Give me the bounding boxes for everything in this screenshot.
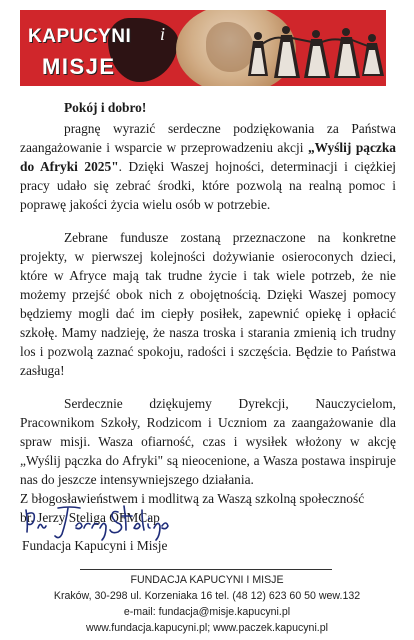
closing-line-1: Z błogosławieństwem i modlitwą za Waszą szkolną społeczność: [20, 491, 365, 506]
campaign-name: „Wyślij pączka do Afryki 2025": [20, 140, 396, 174]
footer-email: e-mail: fundacja@misje.kapucyni.pl: [123, 606, 291, 618]
paragraph-3-text: Serdecznie dziękujemy Dyrekcji, Nauczycielom, Pracownikom Szkoły, Rodzicom i Uczniom za zaangażowanie dla spraw misji. Wasza ofiarność, czas i wysiłek włożony w akcję „Wyślij pączka do Afryki" są nieocenione, a Wasza postawa inspiruje nas do jeszcze intensywniejszego działania.: [20, 396, 396, 487]
letter-body: [20, 98, 396, 527]
paragraph-1-text-cont: . Dzięki Waszej hojności, determinacji i ciężkiej pracy udało się zebrać środki, które pozwolą na realną pomoc i poprawę jakości życia wielu osób w potrzebie.: [20, 159, 396, 212]
footer-websites: www.fundacja.kapucyni.pl; www.paczek.kapucyni.pl: [85, 622, 328, 634]
letter-paragraph-1: [20, 119, 396, 214]
paragraph-2-text: Zebrane fundusze zostaną przeznaczone na konkretne projekty, w pierwszej kolejności dożywianie osieroconych dzieci, które w Afryce mają tak trudne życie i tak wiele potrzeb, że nie możemy przejść obok nich z obojętnością. Dzięki Waszej pomocy będziemy mogli dać im ciepły posiłek, zapewnić opiekę i opłacić szkołę. Mamy nadzieję, że nasza troska i starania zmienią ich trudny los i pozwolą zaznać spokoju, radości i szczęścia. Będzie to Państwa zasługa!: [20, 230, 396, 378]
header-banner: [20, 10, 386, 86]
letter-foundation-name: Fundacja Kapucyni i Misje: [22, 538, 168, 553]
logo-title-line2: MISJE: [42, 54, 116, 79]
logo-title-line1: KAPUCYNI: [28, 26, 132, 47]
paragraph-1-text: pragnę wyrazić serdeczne podziękowania za Państwa zaangażowanie i wsparcie w przeprowadzeniu akcji: [20, 121, 396, 155]
closing-signatory: br. Jerzy Steliga OFMCap: [20, 510, 160, 525]
footer: [0, 572, 414, 636]
letter-paragraph-3: [20, 394, 396, 489]
dancers-illustration: [236, 10, 386, 86]
letter-greeting: Pokój i dobro!: [64, 100, 147, 115]
logo-connector: i: [160, 24, 166, 44]
footer-org-name: FUNDACJA KAPUCYNI I MISJE: [130, 574, 284, 586]
handwritten-signature: [22, 502, 172, 542]
footer-divider: [80, 569, 332, 570]
footer-address: Kraków, 30-298 ul. Korzeniaka 16 tel. (48 12) 623 60 50 wew.132: [53, 590, 361, 602]
letter-paragraph-2: [20, 228, 396, 380]
